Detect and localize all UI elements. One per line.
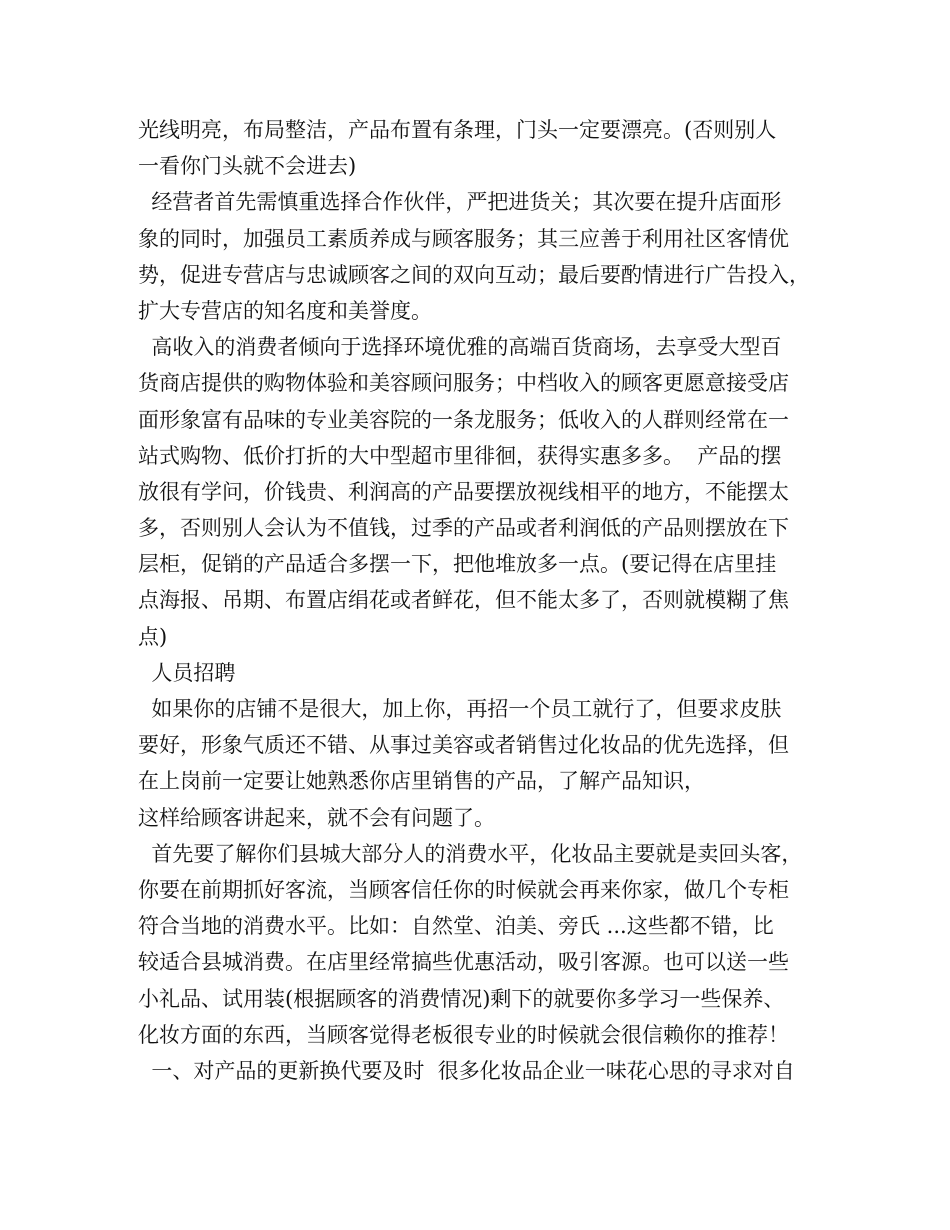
document-body: [138, 112, 828, 1089]
text-line: 化妆方面的东西，当顾客觉得老板很专业的时候就会很信赖你的推荐！: [138, 1022, 789, 1047]
text-line: 小礼品、试用装(根据顾客的消费情况)剩下的就要你多学习一些保养、: [138, 986, 785, 1011]
section-heading: 人员招聘: [138, 660, 236, 685]
text-line: 首先要了解你们县城大部分人的消费水平，化妆品主要就是卖回头客，: [138, 841, 803, 866]
text-line: 你要在前期抓好客流，当顾客信任你的时候就会再来你家，做几个专柜: [138, 877, 789, 902]
text-line: 较适合县城消费。在店里经常搞些优惠活动，吸引客源。也可以送一些: [138, 950, 789, 975]
text-line: 站式购物、低价打折的大中型超市里徘徊，获得实惠多多。 产品的摆: [138, 443, 782, 468]
text-line: 一看你门头就不会进去): [138, 154, 357, 179]
text-line: 符合当地的消费水平。比如：自然堂、泊美、旁氏 ...这些都不错，比: [138, 914, 774, 939]
text-line: 如果你的店铺不是很大，加上你，再招一个员工就行了，但要求皮肤: [138, 697, 782, 721]
text-line: 这样给顾客讲起来，就不会有问题了。: [138, 805, 495, 830]
text-line: 面形象富有品味的专业美容院的一条龙服务；低收入的人群则经常在一: [138, 407, 789, 432]
text-line: 光线明亮，布局整洁，产品布置有条理，门头一定要漂亮。(否则别人: [138, 118, 777, 142]
text-line: 高收入的消费者倾向于选择环境优雅的高端百货商场，去享受大型百: [138, 335, 782, 360]
text-line: 势，促进专营店与忠诚顾客之间的双向互动；最后要酌情进行广告投入，: [138, 262, 810, 287]
text-line: 货商店提供的购物体验和美容顾问服务；中档收入的顾客更愿意接受店: [138, 371, 789, 396]
text-line: 象的同时，加强员工素质养成与顾客服务；其三应善于利用社区客情优: [138, 226, 789, 251]
text-line: 放很有学问，价钱贵、利润高的产品要摆放视线相平的地方，不能摆太: [138, 479, 789, 504]
text-line: 多，否则别人会认为不值钱，过季的产品或者利润低的产品则摆放在下: [138, 516, 789, 541]
text-line: 层柜，促销的产品适合多摆一下，把他堆放多一点。(要记得在店里挂: [138, 552, 777, 577]
text-line: 点): [138, 624, 168, 649]
text-line: 经营者首先需慎重选择合作伙伴，严把进货关；其次要在提升店面形: [138, 190, 782, 215]
text-line: 一、对产品的更新换代要及时 很多化妆品企业一味花心思的寻求对自: [138, 1058, 795, 1083]
text-line: 扩大专营店的知名度和美誉度。: [138, 298, 432, 323]
text-line: 点海报、吊期、布置店绢花或者鲜花，但不能太多了，否则就模糊了焦: [138, 588, 789, 613]
text-line: 在上岗前一定要让她熟悉你店里销售的产品，了解产品知识，: [138, 769, 705, 794]
text-line: 要好，形象气质还不错、从事过美容或者销售过化妆品的优先选择，但: [138, 733, 789, 758]
